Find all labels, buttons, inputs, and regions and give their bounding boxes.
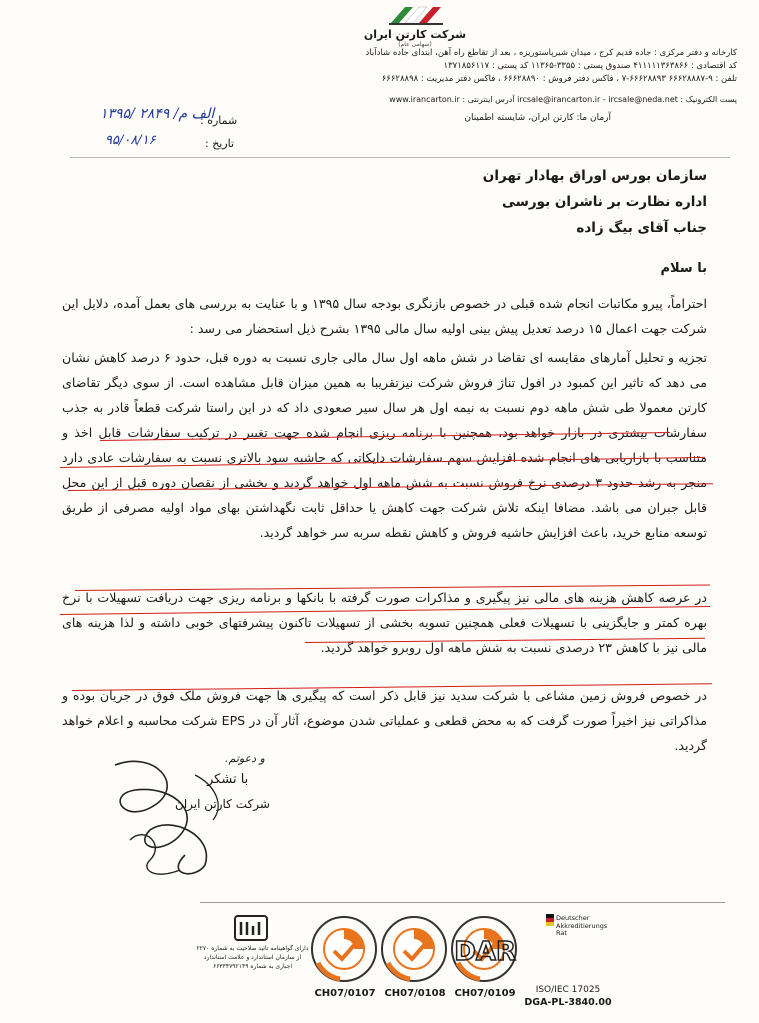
cert-code: CH07/0109 bbox=[454, 988, 516, 999]
phone-line: تلفن : ۹-۶۶۶۲۸۸۸۷ ۶۶۶۲۸۸۹۳-۷ ، فاکس دفتر فروش : ۶۶۶۲۸۸۹۰ ، فاکس دفتر مدیریت : ۶۶۶۲۸۸۹۸ bbox=[381, 74, 737, 84]
iran-standard-icon bbox=[232, 913, 270, 943]
body-paragraph-finance: در عرصه کاهش هزینه های مالی نیز پیگیری و مذاکرات صورت گرفته با بانکها و برنامه ریزی جهت دریافت تسهیلات با نرخ بهره کمتر و جایگزینی با تسهیلات فعلی همچنین تسویه بخشی از تسهیلات تاکنون پیشرفتهای خوبی داشته و لذا هزینه های مالی نیز با کاهش ۲۳ درصدی نسبت به شش ماهه اول روبرو خواهد گردید. bbox=[62, 590, 707, 655]
dar-label: Deutscher Akkreditierungs Rat bbox=[556, 914, 608, 937]
sgs-certification-icon bbox=[310, 915, 378, 983]
sgs-certification-icon bbox=[380, 915, 448, 983]
body-paragraph-sales: تجزیه و تحلیل آمارهای مقایسه ای تقاضا در شش ماهه اول سال مالی جاری نسبت به دوره قبل، حدود ۶ درصد کاهش نشان می دهد که تاثیر این کمبود در افول تناژ فروش شرکت نیزتقریبا به همین میزان قابل مشاهده است. از سوی دیگر تقاضای کارتن معمولا طی شش ماهه دوم نسبت به نیمه اول هر سال سیر صعودی داد که در این راستا شرکت قطعاً قادر به جذب سفارشات بیشتری در بازار خواهد بود، همچنین با برنامه ریزی انجام شده جهت تغییر در ترکیب سفارشات قابل اخذ و متناسب با بازاریابی های انجام شده افزایش سهم سفارشات دایکاتی که حاشیه سود بالاتری نسبت به سفارشات عادی دارد منجر به رشد حدود ۳ درصدی نرخ فروش نسبت به شش ماهه اول خواهد گردید و بخشی از نقصان دوره قبل از این محل قابل جبران می باشد. مضافا اینکه تلاش شرکت جهت کاهش یا حداقل ثابت نگهداشتن بهای مواد اولیه مصرفی از طریق توسعه منابع خرید، باعث افزایش حاشیه فروش و کاهش نقطه سربه سر خواهد گردید. bbox=[62, 350, 708, 540]
letter-number-label: شماره : bbox=[200, 114, 238, 127]
recipient-person: جناب آقای بیگ زاده bbox=[576, 220, 707, 236]
company-motto: آرمان ما: کارتن ایران، شایسته اطمینان bbox=[464, 113, 611, 123]
body-paragraph-land: در خصوص فروش زمین مشاعی با شرکت سدید نیز قابل ذکر است که پیگیری ها جهت فروش ملک فوق در جریان بوده و مذاکراتی نیز اخیراً صورت گرفت که به محض قطعی و عملیاتی شدن موضوع، آثار آن در EPS شرکت محاسبه و اعلام خواهد گردید. bbox=[62, 688, 707, 753]
company-logo bbox=[385, 3, 447, 29]
address-line: کارخانه و دفتر مرکزی : جاده قدیم کرج ، میدان شیرپاستوریزه ، بعد از تقاطع راه آهن، ابتدای جاده شادآباد bbox=[365, 48, 737, 58]
signature-company: شرکت کارتن ایران bbox=[175, 797, 270, 811]
footer-divider bbox=[200, 902, 725, 903]
body-paragraph-intro: احتراماً، پیرو مکاتبات انجام شده قبلی در خصوص بازنگری بودجه سال ۱۳۹۵ و با عنایت به بررسی های بعمل آمده، دلایل این شرکت جهت اعمال ۱۵ درصد تعدیل پیش بینی اولیه سال مالی ۱۳۹۵ بشرح ذیل استحضار می رسد : bbox=[62, 296, 707, 336]
greeting: با سلام bbox=[660, 261, 707, 276]
letter-number: ۱۳۹۵/ ۲۸۴۹ /الف م bbox=[100, 106, 215, 122]
letter-date-label: تاریخ : bbox=[205, 137, 235, 150]
letter-date: ۹۵/۰۸/۱۶ bbox=[105, 133, 156, 148]
dga-label: DGA-PL-3840.00 bbox=[524, 997, 612, 1008]
handwritten-note: و دعوتم. bbox=[225, 752, 265, 765]
email-line: پست الکترونیک : ircsale@irancarton.ir - ircsale@neda.net آدرس اینترنتی : www.irancarton.ir bbox=[389, 95, 737, 104]
postal-line: کد اقتصادی : ۴۱۱۱۱۱۳۶۳۸۶۶ صندوق پستی : ۳۳۵۵-۱۱۳۶۵ کد پستی : ۱۳۷۱۸۵۶۱۱۷ bbox=[443, 61, 737, 71]
recipient-department: اداره نظارت بر ناشران بورسی bbox=[501, 194, 707, 210]
company-type: (سهامی عام) bbox=[398, 41, 432, 48]
iso-label: ISO/IEC 17025 bbox=[535, 985, 601, 995]
header-divider bbox=[70, 157, 730, 158]
cert-code: CH07/0107 bbox=[314, 988, 376, 999]
closing-thanks: با تشکر bbox=[207, 772, 249, 787]
recipient-organization: سازمان بورس اوراق بهادار تهران bbox=[482, 168, 707, 184]
company-name: شرکت کارتن ایران bbox=[363, 28, 467, 41]
handwritten-signature bbox=[95, 745, 245, 885]
cert-code: CH07/0108 bbox=[384, 988, 446, 999]
svg-text:DAR: DAR bbox=[454, 937, 516, 967]
standard-certificate-text: دارای گواهینامه تائید صلاحیت به شماره ۲۲۷۰ از سازمان استاندارد و علامت استاندارد اجباری به شماره ۶۶۳۳۴۷۹۲۱۴۹ bbox=[196, 945, 309, 970]
